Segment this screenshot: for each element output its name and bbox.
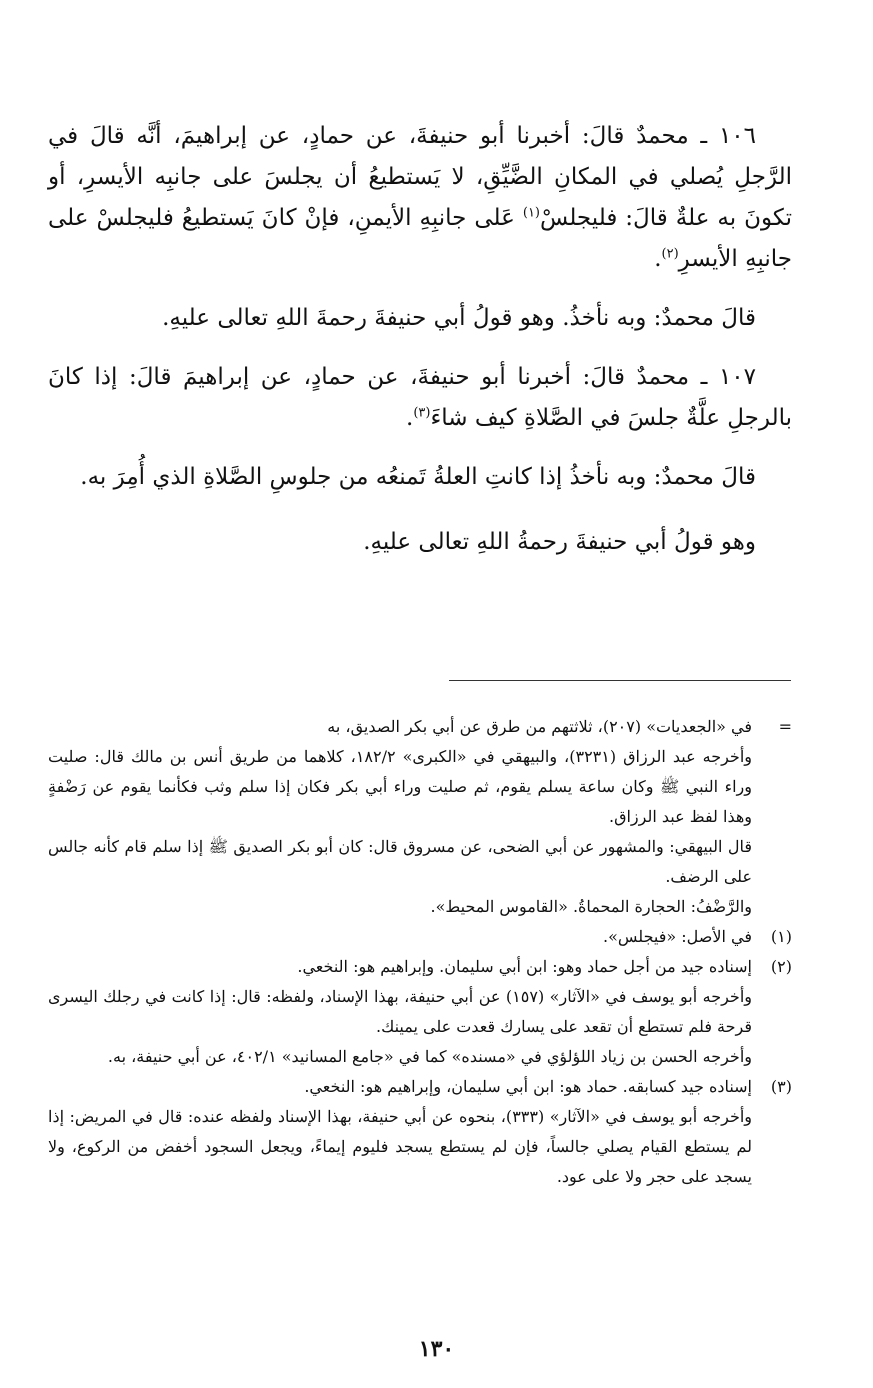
footnote-ref-2: (٢) xyxy=(661,246,679,262)
footnote-line: وأخرجه أبو يوسف في «الآثار» (١٥٧) عن أبي حنيفة، بهذا الإسناد، ولفظه: قال: إذا كانت في رجلك اليسرى قرحة فلم تستطع أن تقعد على يسارك قعدت على يمينك. xyxy=(48,987,752,1036)
footnote-line: وأخرجه أبو يوسف في «الآثار» (٣٣٣)، بنحوه عن أبي حنيفة، بهذا الإسناد ولفظه عنده: قال في المريض: إذا لم يستطع القيام يصلي جالساً، فإن لم يستطع يسجد فليوم إيماءً، ويجعل السجود أخفض من الركوع، ولا يسجد على حجر ولا على عود. xyxy=(48,1107,753,1186)
footnote-line: والرَّضْفُ: الحجارة المحماةُ. «القاموس المحيط». xyxy=(430,897,752,916)
hadith-107-text: ١٠٧ ـ محمدٌ قالَ: أخبرنا أبو حنيفةَ، عن حمادٍ، عن إبراهيمَ قالَ: إذا كانَ بالرجلِ علَّةٌ جلسَ في الصَّلاةِ كيف شاءَ xyxy=(48,364,792,431)
footnote-line: إسناده جيد كسابقه. حماد هو: ابن أبي سليمان، وإبراهيم هو: النخعي. xyxy=(304,1077,752,1096)
footnote-line: قال البيهقي: والمشهور عن أبي الضحى، عن مسروق قال: كان أبو بكر الصديق ﷺ إذا سلم قام كأنه جالس على الرضف. xyxy=(48,837,753,886)
hadith-106-text: ١٠٦ ـ محمدٌ قالَ: أخبرنا أبو حنيفةَ، عن حمادٍ، عن إبراهيمَ، أنَّه قالَ في الرَّجلِ يُصلي في المكانِ الضَّيِّقِ، لا يَستطيعُ أن يجلسَ على جانبِه الأيسرِ، أو تكونَ به علةٌ قالَ: فليجلسْ xyxy=(48,123,792,231)
footnote-1-mark: (١) xyxy=(770,927,792,946)
footnote-line: في «الجعديات» (٢٠٧)، ثلاثتهم من طرق عن أبي بكر الصديق، به xyxy=(327,717,752,736)
hadith-106 xyxy=(48,116,792,280)
footnote-separator xyxy=(449,680,791,681)
footnotes xyxy=(48,712,792,1192)
footnote-continued xyxy=(48,712,792,922)
hadith-106-end: . xyxy=(654,246,662,272)
footnote-continued-mark: = xyxy=(778,717,792,736)
hadith-107-end: . xyxy=(406,405,414,431)
footnote-line: وأخرجه عبد الرزاق (٣٢٣١)، والبيهقي في «الكبرى» ١٨٢/٢، كلاهما من طريق أنس بن مالك قال: صليت وراء النبي ﷺ وكان ساعة يسلم يقوم، ثم صليت وراء أبي بكر فكان إذا سلم وثب فكأنما يقوم عن رَضْفةٍ وهذا لفظ عبد الرزاق. xyxy=(48,747,752,826)
footnote-line: في الأصل: «فيجلس». xyxy=(603,927,752,946)
footnote-2 xyxy=(48,952,792,1072)
main-text xyxy=(48,116,792,581)
hadith-106-text-cont: عَلى جانبِهِ الأيمنِ، فإنْ كانَ يَستطيعُ فليجلسْ على جانبِهِ الأيسرِ xyxy=(48,205,792,272)
footnote-1 xyxy=(48,922,792,952)
footnote-line: وأخرجه الحسن بن زياد اللؤلؤي في «مسنده» كما في «جامع المسانيد» ٤٠٢/١، عن أبي حنيفة، به. xyxy=(107,1047,752,1066)
hadith-106-comment: قالَ محمدٌ: وبه نأخذُ. وهو قولُ أبي حنيفةَ رحمةَ اللهِ تعالى عليهِ. xyxy=(162,305,756,331)
footnote-2-mark: (٢) xyxy=(770,957,792,976)
footnote-line: إسناده جيد من أجل حماد وهو: ابن أبي سليمان. وإبراهيم هو: النخعي. xyxy=(297,957,752,976)
hadith-107 xyxy=(48,357,792,439)
page-number: ١٣٠ xyxy=(418,1336,455,1362)
hadith-107-closing: وهو قولُ أبي حنيفةَ رحمةُ اللهِ تعالى عليهِ. xyxy=(363,529,756,555)
footnote-ref-1: (١) xyxy=(522,205,540,221)
footnote-3 xyxy=(48,1072,792,1192)
footnote-ref-3: (٣) xyxy=(413,405,431,421)
footnote-3-mark: (٣) xyxy=(770,1077,792,1096)
hadith-107-comment: قالَ محمدٌ: وبه نأخذُ إذا كانتِ العلةُ تَمنعُه من جلوسِ الصَّلاةِ الذي أُمِرَ به. xyxy=(80,464,756,490)
